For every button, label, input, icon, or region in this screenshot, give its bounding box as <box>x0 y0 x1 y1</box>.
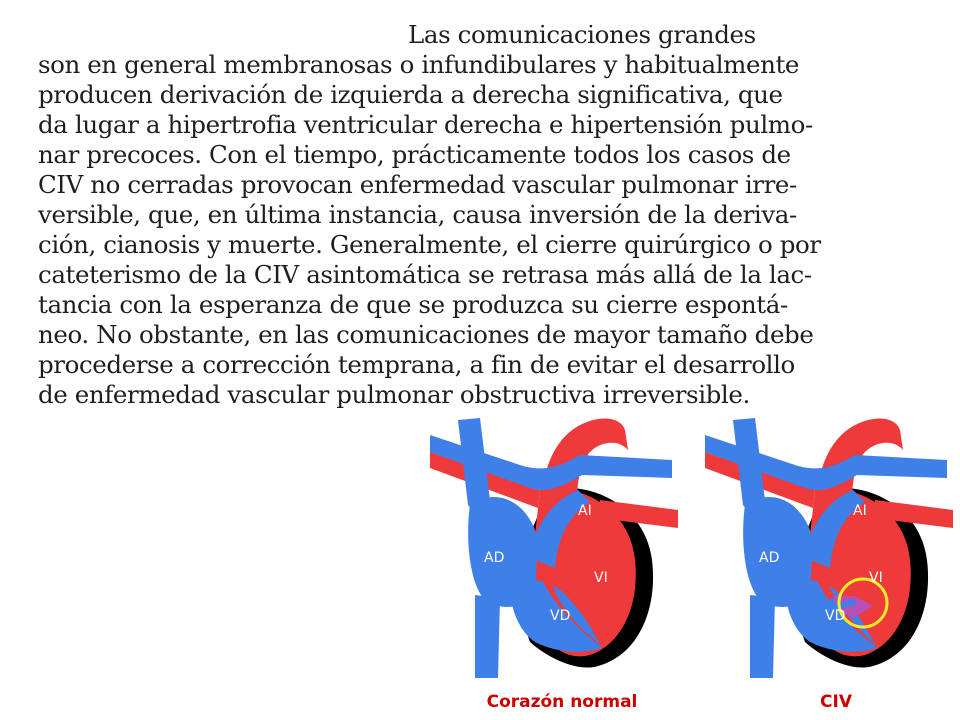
label-ai: AI <box>853 503 867 519</box>
text-line: producen derivación de izquierda a derecha significativa, que <box>38 80 783 109</box>
normal-heart-illustration <box>430 410 680 680</box>
caption-normal-heart: Corazón normal <box>486 692 638 712</box>
label-ad: AD <box>484 550 505 566</box>
inferior-vena-cava <box>475 595 500 678</box>
label-ai: AI <box>578 503 592 519</box>
label-vd: VD <box>825 608 846 624</box>
text-line: CIV no cerradas provocan enfermedad vascular pulmonar irre- <box>38 170 797 199</box>
label-vi: VI <box>594 570 608 586</box>
normal-heart-diagram <box>430 410 680 680</box>
civ-heart-illustration <box>705 410 955 680</box>
text-line: de enfermedad vascular pulmonar obstructiva irreversible. <box>38 380 750 409</box>
text-line: procederse a corrección temprana, a fin de evitar el desarrollo <box>38 350 795 379</box>
text-line: neo. No obstante, en las comunicaciones de mayor tamaño debe <box>38 320 814 349</box>
label-ad: AD <box>759 550 780 566</box>
text-line: da lugar a hipertrofia ventricular derecha e hipertensión pulmo- <box>38 110 813 139</box>
caption-civ: CIV <box>820 692 852 712</box>
heart-shape <box>705 418 953 678</box>
text-line: cateterismo de la CIV asintomática se retrasa más allá de la lac- <box>38 260 812 289</box>
text-line: Las comunicaciones grandes <box>408 20 756 49</box>
text-line: nar precoces. Con el tiempo, prácticamente todos los casos de <box>38 140 791 169</box>
civ-heart-diagram <box>705 410 955 680</box>
text-line: versible, que, en última instancia, causa inversión de la deriva- <box>38 200 797 229</box>
text-line: tancia con la esperanza de que se produzca su cierre espontá- <box>38 290 788 319</box>
text-line: son en general membranosas o infundibulares y habitualmente <box>38 50 800 79</box>
text-line: ción, cianosis y muerte. Generalmente, el cierre quirúrgico o por <box>38 230 821 259</box>
inferior-vena-cava <box>750 595 775 678</box>
label-vi: VI <box>869 570 883 586</box>
heart-shape <box>430 418 678 678</box>
label-vd: VD <box>550 608 571 624</box>
